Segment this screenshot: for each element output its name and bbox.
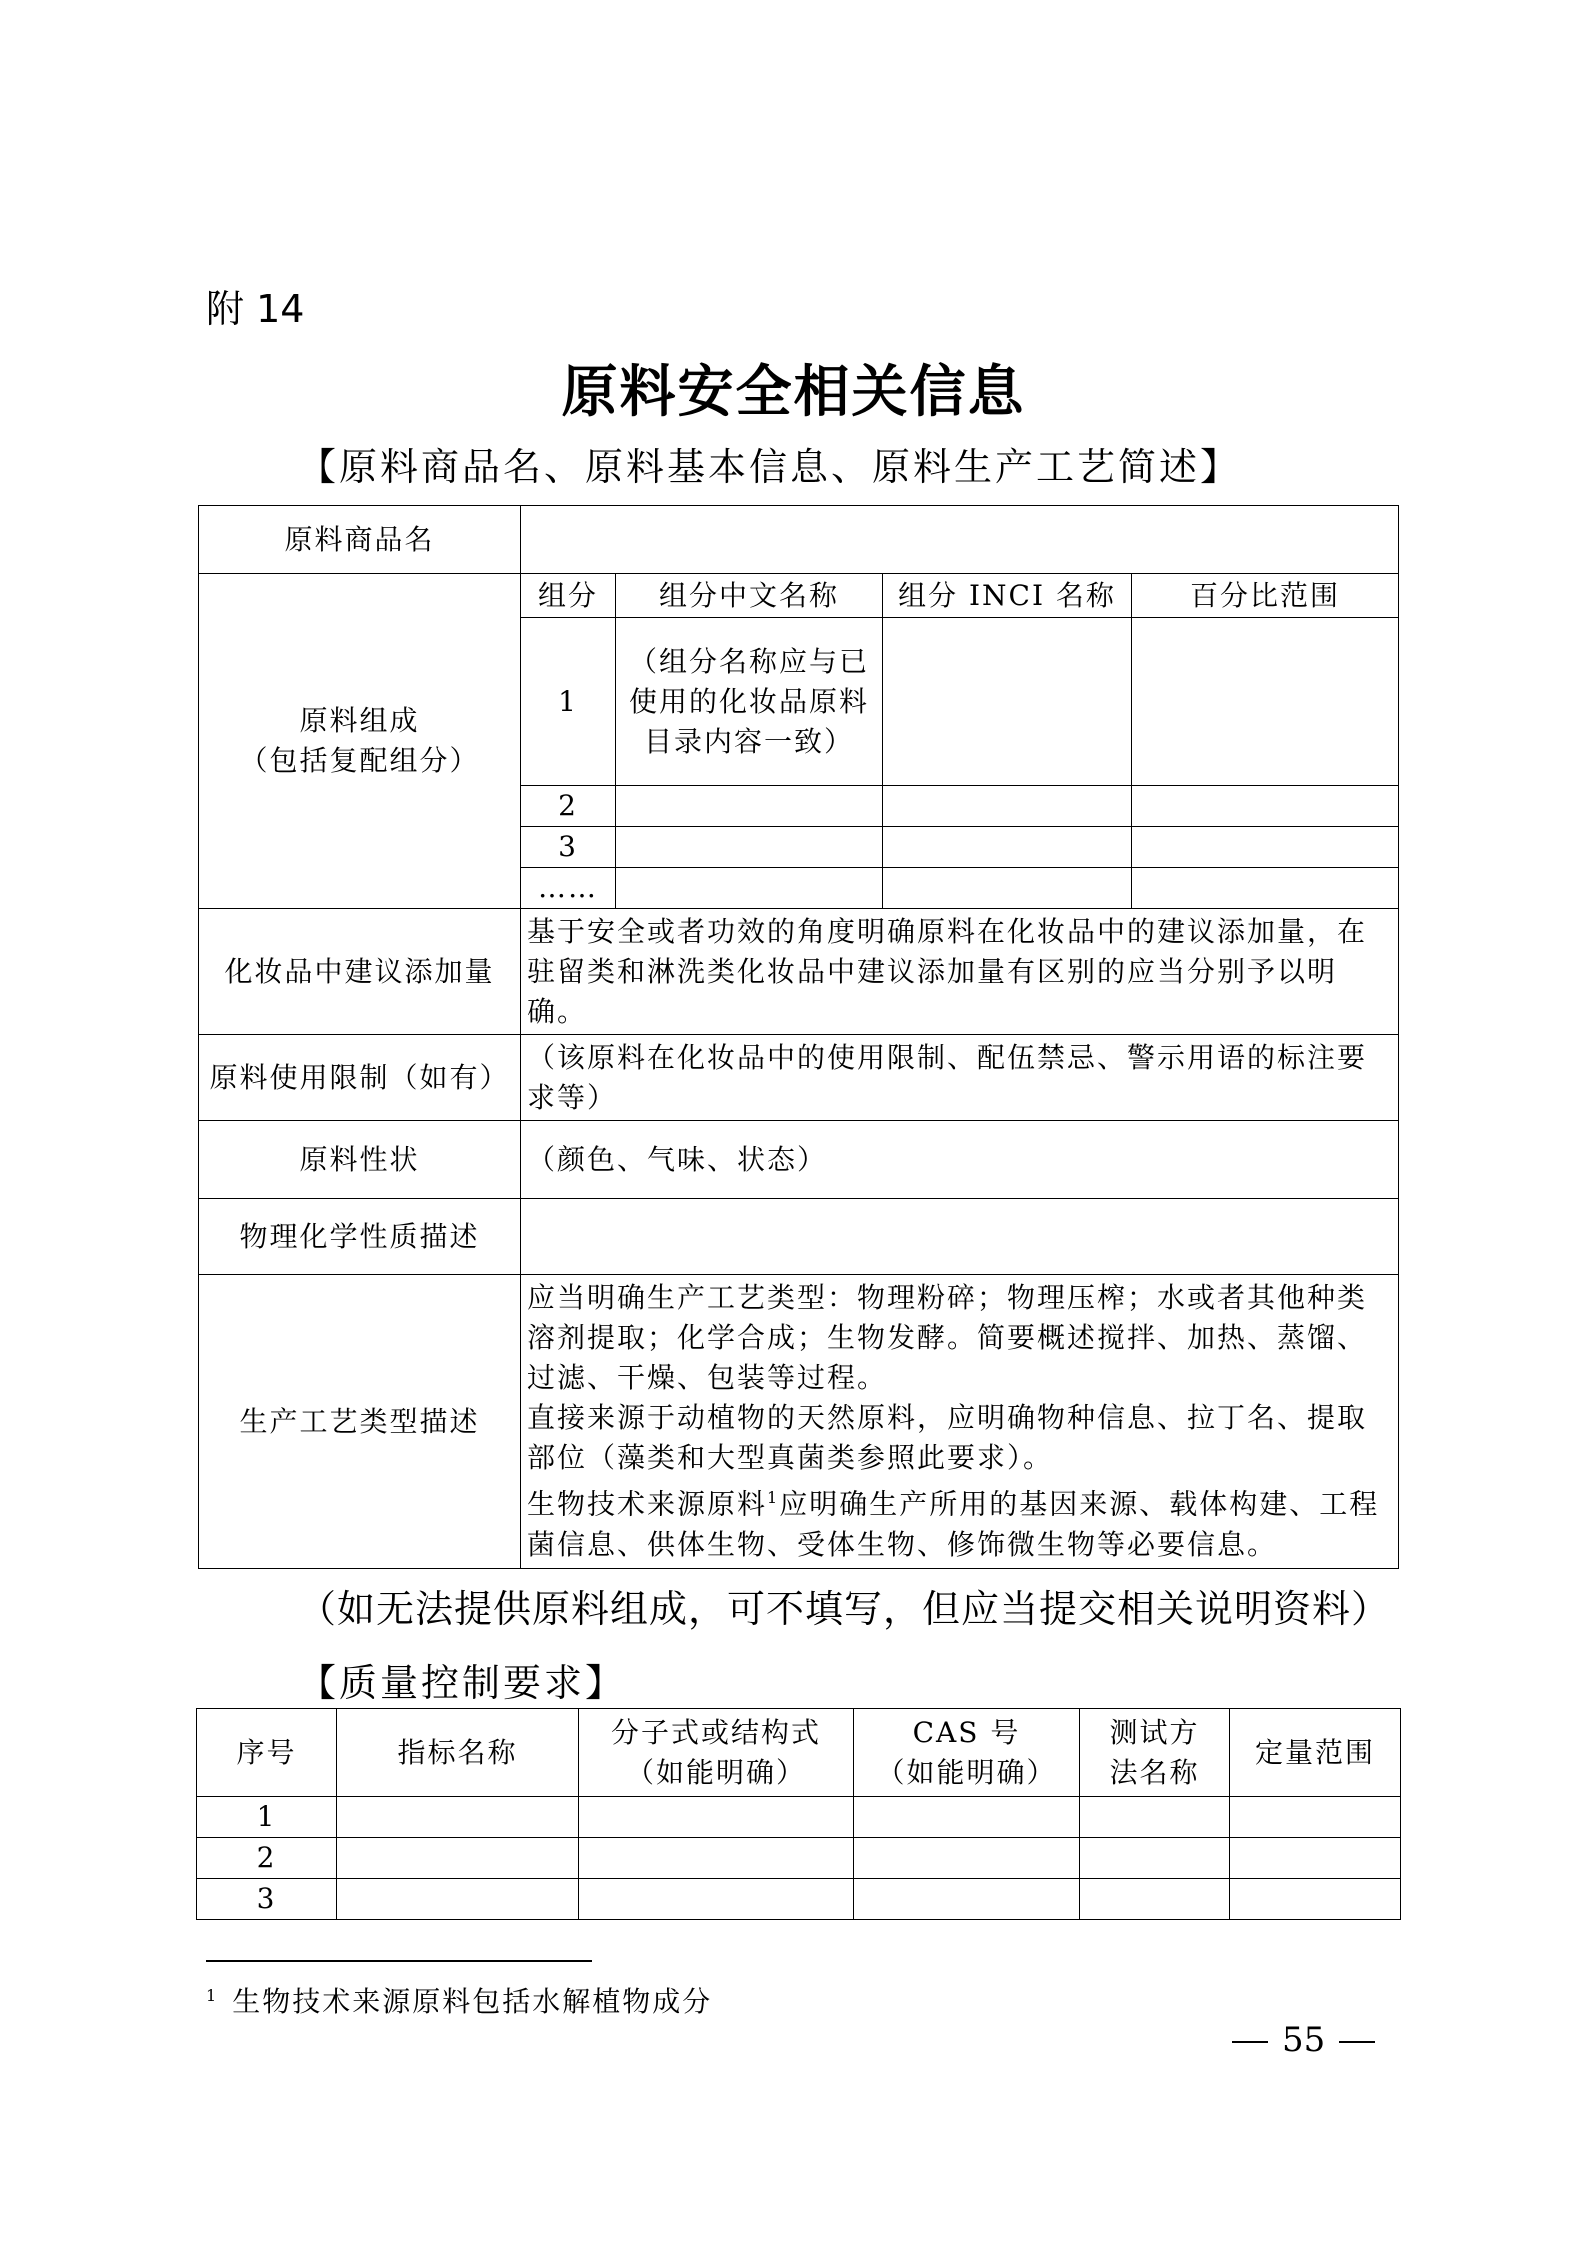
component-inci-name (883, 786, 1132, 827)
composition-note: （如无法提供原料组成，可不填写，但应当提交相关说明资料） (298, 1587, 1391, 1631)
qc-header-method (1080, 1709, 1230, 1797)
qc-row-no: 3 (197, 1879, 337, 1920)
qc-cell (854, 1838, 1080, 1879)
physchem-label: 物理化学性质描述 (199, 1199, 521, 1275)
header-cn-name: 组分中文名称 (616, 574, 883, 618)
qc-header-range-text: 定量范围 (1254, 1735, 1375, 1769)
component-percent (1132, 618, 1399, 786)
qc-cell (854, 1879, 1080, 1920)
component-percent (1132, 868, 1399, 909)
qc-header-indicator-text: 指标名称 (397, 1735, 518, 1769)
header-percent-range: 百分比范围 (1132, 574, 1399, 618)
process-text-3 (527, 1478, 1392, 1564)
use-limit-text: （该原料在化妆品中的使用限制、配伍禁忌、警示用语的标注要求等） (521, 1035, 1399, 1121)
qc-header-cas-l2: （如能明确） (876, 1755, 1057, 1789)
footnote-ref[interactable]: 1 (767, 1488, 780, 1508)
header-component: 组分 (521, 574, 616, 618)
qc-header-no-text: 序号 (236, 1735, 297, 1769)
footnote-text: 生物技术来源原料包括水解植物成分 (232, 1985, 713, 2018)
qc-cell (579, 1797, 854, 1838)
qc-header-indicator (337, 1709, 579, 1797)
quality-control-table (196, 1708, 1401, 1920)
page-dash-right (1339, 2041, 1375, 2043)
page-title: 原料安全相关信息 (561, 360, 1026, 425)
qc-row-no: 2 (197, 1838, 337, 1879)
process-text-3b: 应明确生产所用的基因来源、载体构建、工程菌信息、供体生物、受体生物、修饰微生物等必要信息。 (527, 1487, 1380, 1561)
qc-header-cas-l1: CAS 号 (912, 1715, 1021, 1749)
qc-header-formula-l2: （如能明确） (625, 1755, 806, 1789)
process-text-1: 应当明确生产工艺类型：物理粉碎；物理压榨；水或者其他种类溶剂提取；化学合成；生物发酵。简要概述搅拌、加热、蒸馏、过滤、干燥、包装等过程。 (527, 1281, 1368, 1395)
appendix-label: 附 14 (206, 287, 305, 331)
component-no: …… (521, 868, 616, 909)
use-limit-label: 原料使用限制（如有） (199, 1035, 521, 1121)
appearance-label: 原料性状 (199, 1121, 521, 1199)
process-label: 生产工艺类型描述 (199, 1275, 521, 1569)
component-inci-name (883, 868, 1132, 909)
footnote-divider (206, 1960, 592, 1962)
composition-label-line1: 原料组成 (299, 704, 420, 737)
component-inci-name (883, 618, 1132, 786)
qc-cell (579, 1879, 854, 1920)
component-cn-name (616, 827, 883, 868)
qc-header-no (197, 1709, 337, 1797)
qc-header-formula (579, 1709, 854, 1797)
qc-header-formula-l1: 分子式或结构式 (610, 1715, 821, 1749)
qc-cell (1230, 1838, 1401, 1879)
qc-row-no: 1 (197, 1797, 337, 1838)
suggested-amount-label: 化妆品中建议添加量 (199, 909, 521, 1035)
process-text-2: 直接来源于动植物的天然原料，应明确物种信息、拉丁名、提取部位（藻类和大型真菌类参照此要求）。 (527, 1401, 1368, 1475)
page-dash-left (1232, 2041, 1268, 2043)
composition-label-line2: （包括复配组分） (239, 744, 480, 777)
component-no: 2 (521, 786, 616, 827)
section1-heading: 【原料商品名、原料基本信息、原料生产工艺简述】 (298, 445, 1242, 489)
qc-cell (337, 1838, 579, 1879)
qc-cell (1080, 1879, 1230, 1920)
composition-label (199, 574, 521, 909)
page-number (1218, 2020, 1389, 2060)
component-cn-name (616, 786, 883, 827)
component-percent (1132, 786, 1399, 827)
footnote-mark: 1 (206, 1985, 219, 2005)
component-cn-name: （组分名称应与已使用的化妆品原料目录内容一致） (616, 618, 883, 786)
qc-cell (337, 1797, 579, 1838)
physchem-value (521, 1199, 1399, 1275)
qc-cell (1080, 1797, 1230, 1838)
process-text-3a: 生物技术来源原料 (527, 1487, 768, 1521)
appearance-text: （颜色、气味、状态） (521, 1121, 1399, 1199)
trade-name-value (521, 506, 1399, 574)
component-cn-name (616, 868, 883, 909)
suggested-amount-text: 基于安全或者功效的角度明确原料在化妆品中的建议添加量，在驻留类和淋洗类化妆品中建议添加量有区别的应当分别予以明确。 (521, 909, 1399, 1035)
section2-heading: 【质量控制要求】 (298, 1661, 627, 1705)
qc-cell (337, 1879, 579, 1920)
qc-cell (1080, 1838, 1230, 1879)
footnote (206, 1980, 712, 2020)
qc-header-method-l1: 测试方 (1109, 1715, 1200, 1749)
component-no: 3 (521, 827, 616, 868)
component-inci-name (883, 827, 1132, 868)
trade-name-label: 原料商品名 (199, 506, 521, 574)
qc-header-cas (854, 1709, 1080, 1797)
component-no: 1 (521, 618, 616, 786)
qc-header-method-l2: 法名称 (1109, 1755, 1200, 1789)
process-text (521, 1275, 1399, 1569)
raw-material-info-table (198, 505, 1399, 1569)
page-number-value: 55 (1282, 2020, 1326, 2060)
header-inci-name: 组分 INCI 名称 (883, 574, 1132, 618)
qc-cell (579, 1838, 854, 1879)
qc-cell (854, 1797, 1080, 1838)
component-percent (1132, 827, 1399, 868)
qc-cell (1230, 1879, 1401, 1920)
qc-cell (1230, 1797, 1401, 1838)
qc-header-range (1230, 1709, 1401, 1797)
